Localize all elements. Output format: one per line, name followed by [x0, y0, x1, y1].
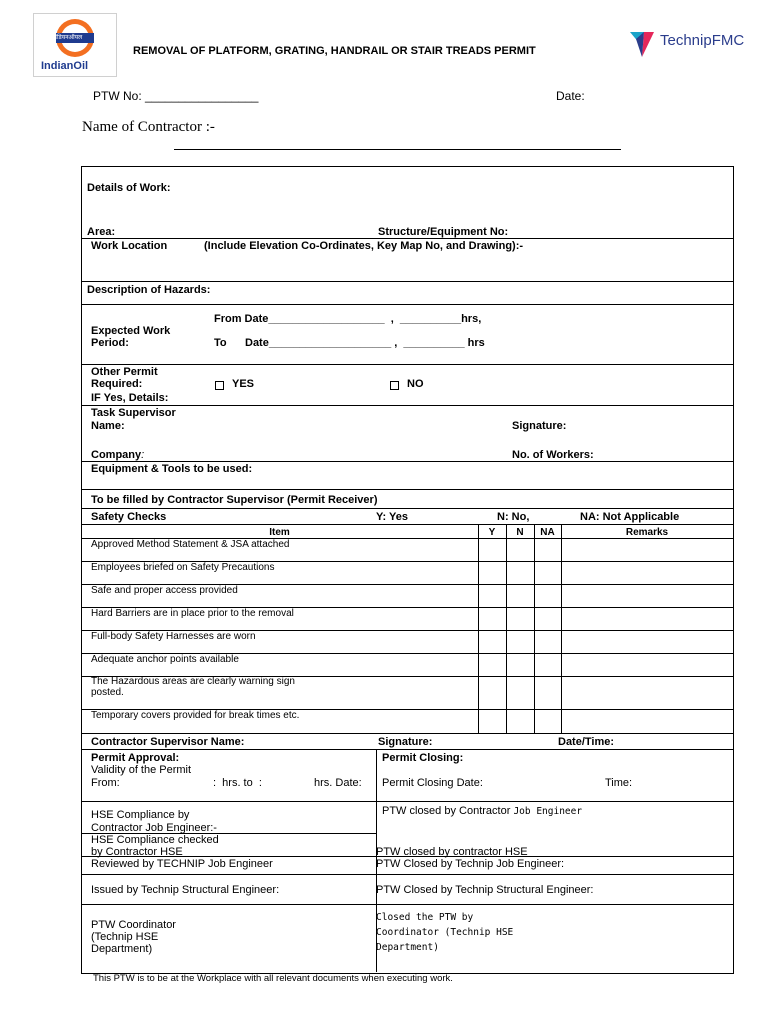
structure-no-label: Structure/Equipment No:: [378, 226, 509, 238]
table-row: Approved Method Statement & JSA attached: [91, 539, 290, 550]
yes-label: YES: [232, 378, 255, 390]
divider: [81, 461, 733, 462]
technipfmc-mark-icon: [630, 30, 658, 58]
company-label: Company:: [91, 449, 145, 461]
col-divider: [478, 524, 479, 733]
signature-label: Signature:: [512, 420, 567, 432]
divider: [81, 524, 733, 525]
page-title: REMOVAL OF PLATFORM, GRATING, HANDRAIL OR STAIR TREADS PERMIT: [133, 45, 536, 57]
expected-work-label: Expected Work: [91, 325, 171, 337]
period-label: Period:: [91, 337, 129, 349]
col-divider: [506, 524, 507, 733]
divider: [81, 904, 733, 905]
table-row: Safe and proper access provided: [91, 585, 238, 596]
area-label: Area:: [87, 226, 116, 238]
closed-by-coordinator-label-2: Coordinator (Technip HSE: [376, 927, 514, 938]
divider: [81, 281, 733, 282]
hazards-label: Description of Hazards:: [87, 284, 211, 296]
hse-compliance-label: HSE Compliance by: [91, 809, 190, 821]
divider: [81, 801, 733, 802]
no-of-workers-label: No. of Workers:: [512, 449, 594, 461]
name-label: Name:: [91, 420, 125, 432]
closed-by-contractor-label: PTW closed by Contractor Job Engineer: [382, 805, 583, 817]
hse-compliance-label-2: Contractor Job Engineer:-: [91, 822, 217, 834]
logo-indianoil-text: IndianOil: [41, 60, 89, 72]
divider: [81, 238, 733, 239]
divider: [81, 489, 733, 490]
coordinator-label-3: Department): [91, 943, 153, 955]
indianoil-logo: [33, 13, 117, 77]
closing-date-label: Permit Closing Date:: [382, 777, 483, 789]
required-label: Required:: [91, 378, 143, 390]
legend-no: N: No,: [497, 511, 530, 523]
ptw-no-field[interactable]: PTW No: _________________: [93, 89, 259, 103]
work-location-label: Work Location: [91, 240, 168, 252]
col-header-na: NA: [540, 527, 555, 538]
divider: [81, 405, 733, 406]
table-row: Temporary covers provided for break times etc.: [91, 710, 300, 721]
technipfmc-logo: [630, 30, 760, 60]
other-permit-label: Other Permit: [91, 366, 158, 378]
cs-date-time-label: Date/Time:: [558, 736, 615, 748]
if-yes-details-label: IF Yes, Details:: [91, 392, 169, 404]
divider: [81, 304, 733, 305]
divider: [81, 749, 733, 750]
coordinator-label: PTW Coordinator: [91, 919, 176, 931]
hse-checked-label-2: by Contractor HSE: [91, 846, 183, 858]
coordinator-label-2: (Technip HSE: [91, 931, 159, 943]
legend-na: NA: Not Applicable: [580, 511, 680, 523]
table-row: The Hazardous areas are clearly warning sign: [91, 676, 295, 687]
validity-label: Validity of the Permit: [91, 764, 192, 776]
task-supervisor-label: Task Supervisor: [91, 407, 176, 419]
closed-by-contractor-hse-label: PTW closed by contractor HSE: [376, 846, 528, 858]
to-date-field[interactable]: Date____________________ , __________ hrs: [245, 337, 485, 349]
validity-hrs-to-label: : hrs. to :: [213, 777, 262, 789]
contractor-label: Name of Contractor :-: [82, 119, 215, 135]
validity-date-label: hrs. Date:: [314, 777, 362, 789]
col-header-item: Item: [269, 527, 290, 538]
footer-note: This PTW is to be at the Workplace with all relevant documents when executing work.: [93, 973, 453, 984]
date-label: Date:: [556, 89, 585, 103]
no-checkbox[interactable]: [390, 381, 399, 390]
work-location-note: (Include Elevation Co-Ordinates, Key Map No, and Drawing):-: [204, 240, 524, 252]
closing-time-label: Time:: [605, 777, 633, 789]
table-row: Full-body Safety Harnesses are worn: [91, 631, 256, 642]
col-divider: [534, 524, 535, 733]
closed-by-coordinator-label: Closed the PTW by: [376, 912, 474, 923]
col-header-y: Y: [488, 527, 496, 538]
col-header-remarks: Remarks: [625, 527, 669, 538]
from-date-field[interactable]: From Date___________________ , __________hrs,: [214, 313, 482, 325]
no-label: NO: [407, 378, 424, 390]
divider: [81, 508, 733, 509]
col-header-n: N: [516, 527, 524, 538]
legend-yes: Y: Yes: [376, 511, 409, 523]
permit-closing-label: Permit Closing:: [382, 752, 464, 764]
safety-checks-label: Safety Checks: [91, 511, 167, 523]
divider: [81, 364, 733, 365]
yes-checkbox[interactable]: [215, 381, 224, 390]
closed-by-technip-se-label: PTW Closed by Technip Structural Engineer:: [376, 884, 594, 896]
cs-signature-label: Signature:: [378, 736, 433, 748]
logo-hindi-text: इंडियनऑयल: [54, 35, 83, 41]
closed-by-technip-je-label: PTW Closed by Technip Job Engineer:: [376, 858, 565, 870]
technipfmc-text: TechnipFMC: [660, 32, 745, 49]
table-row: Hard Barriers are in place prior to the removal: [91, 608, 294, 619]
contractor-name-line[interactable]: [174, 149, 621, 150]
filled-by-label: To be filled by Contractor Supervisor (Permit Receiver): [91, 494, 378, 506]
issued-by-label: Issued by Technip Structural Engineer:: [91, 884, 280, 896]
equipment-tools-label: Equipment & Tools to be used:: [91, 463, 253, 475]
reviewed-by-label: Reviewed by TECHNIP Job Engineer: [91, 858, 273, 870]
table-row: Employees briefed on Safety Precautions: [91, 562, 275, 573]
permit-approval-label: Permit Approval:: [91, 752, 180, 764]
to-label: To: [214, 337, 227, 349]
divider: [81, 733, 733, 734]
table-row: Adequate anchor points available: [91, 654, 239, 665]
hse-checked-label: HSE Compliance checked: [91, 834, 219, 846]
details-of-work-label: Details of Work:: [87, 182, 171, 194]
closed-by-coordinator-label-3: Department): [376, 942, 439, 953]
table-row-continued: posted.: [91, 687, 124, 698]
col-divider: [561, 524, 562, 733]
contractor-supervisor-name-label: Contractor Supervisor Name:: [91, 736, 245, 748]
validity-from-label: From:: [91, 777, 120, 789]
divider: [81, 874, 733, 875]
